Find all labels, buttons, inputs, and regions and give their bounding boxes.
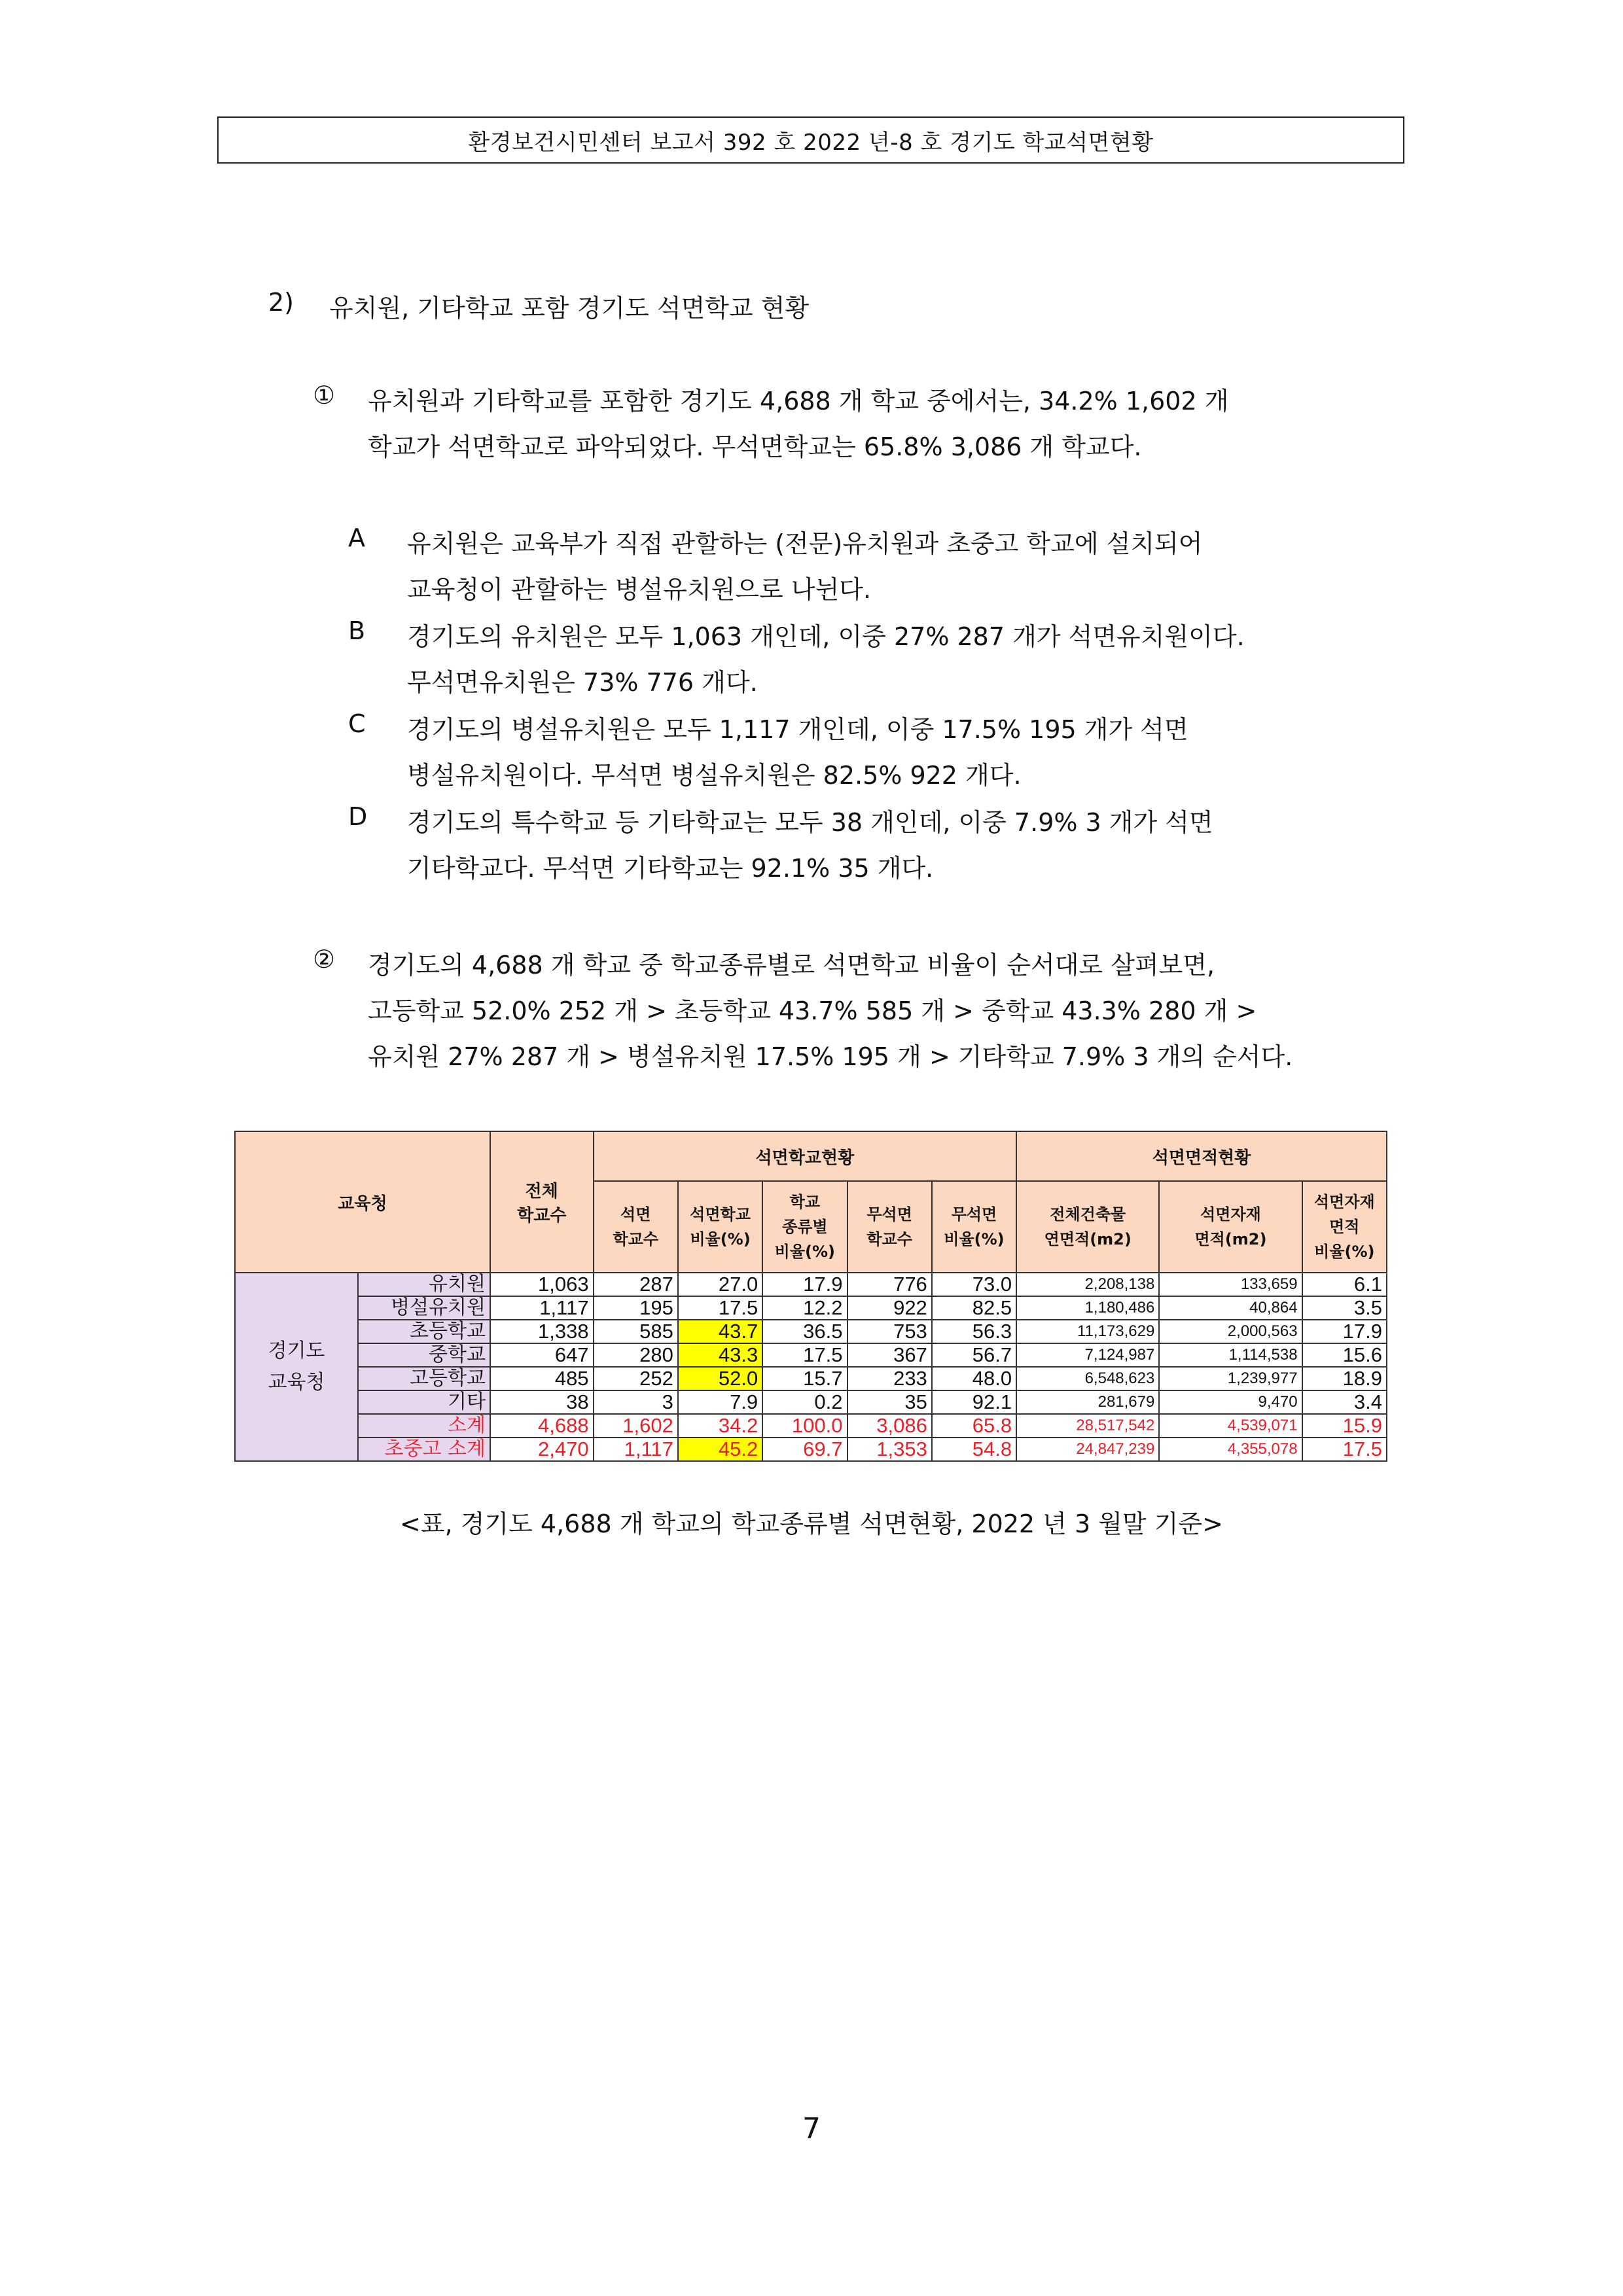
row-category: 고등학교 <box>358 1367 490 1390</box>
header-line: 학교 <box>789 1193 821 1211</box>
cell-floor-area: 11,173,629 <box>1016 1320 1159 1343</box>
cell-total: 485 <box>490 1367 594 1390</box>
cell-non-asbestos-schools: 922 <box>847 1296 932 1320</box>
item-d-line-1: 경기도의 특수학교 등 기타학교는 모두 38 개인데, 이중 7.9% 3 개가 석면 <box>407 808 1213 837</box>
cell-asbestos-ratio-highlighted: 43.3 <box>678 1343 762 1367</box>
cell-floor-area: 6,548,623 <box>1016 1367 1159 1390</box>
table-row <box>235 1390 1387 1414</box>
cell-type-ratio: 15.7 <box>762 1367 847 1390</box>
item-b-label: B <box>348 616 366 645</box>
header-line: 석면 <box>620 1205 651 1224</box>
cell-non-asbestos-schools: 776 <box>847 1273 932 1296</box>
cell-area-ratio: 3.4 <box>1302 1390 1387 1414</box>
point-2-marker: ② <box>313 945 336 974</box>
cell-non-asbestos-ratio: 92.1 <box>932 1390 1016 1414</box>
header-line: 면적 <box>1329 1218 1360 1236</box>
table-row <box>235 1296 1387 1320</box>
table-row <box>235 1273 1387 1296</box>
asbestos-status-table <box>234 1131 1387 1462</box>
cell-asbestos-area: 4,539,071 <box>1159 1414 1302 1438</box>
header-line: 비율(%) <box>944 1230 1005 1248</box>
cell-asbestos-ratio: 17.5 <box>678 1296 762 1320</box>
item-b-line-2: 무석면유치원은 73% 776 개다. <box>407 668 758 697</box>
row-category: 초중고 소계 <box>358 1438 490 1461</box>
section-number: 2) <box>268 288 294 317</box>
row-category: 중학교 <box>358 1343 490 1367</box>
region-cell <box>235 1273 358 1461</box>
cell-area-ratio: 15.9 <box>1302 1414 1387 1438</box>
cell-asbestos-schools: 280 <box>594 1343 678 1367</box>
header-line: 무석면 <box>951 1205 997 1224</box>
header-line: 비율(%) <box>690 1230 751 1248</box>
header-line: 무석면 <box>866 1205 912 1224</box>
cell-floor-area: 7,124,987 <box>1016 1343 1159 1367</box>
cell-non-asbestos-ratio: 48.0 <box>932 1367 1016 1390</box>
cell-asbestos-schools: 252 <box>594 1367 678 1390</box>
page-number: 7 <box>802 2112 821 2146</box>
row-category: 유치원 <box>358 1273 490 1296</box>
point-2-line-1: 경기도의 4,688 개 학교 중 학교종류별로 석면학교 비율이 순서대로 살펴보면, <box>368 951 1215 980</box>
header-line: 학교수 <box>866 1230 912 1248</box>
subtotal-row <box>235 1414 1387 1438</box>
cell-total: 1,063 <box>490 1273 594 1296</box>
header-line: 종류별 <box>782 1218 828 1236</box>
cell-asbestos-ratio-highlighted: 45.2 <box>678 1438 762 1461</box>
cell-asbestos-schools: 3 <box>594 1390 678 1414</box>
cell-non-asbestos-schools: 1,353 <box>847 1438 932 1461</box>
cell-asbestos-area: 133,659 <box>1159 1273 1302 1296</box>
cell-asbestos-area: 1,114,538 <box>1159 1343 1302 1367</box>
item-a-line-1: 유치원은 교육부가 직접 관할하는 (전문)유치원과 초중고 학교에 설치되어 <box>407 529 1203 558</box>
cell-asbestos-ratio-highlighted: 52.0 <box>678 1367 762 1390</box>
header-line: 연면적(m2) <box>1044 1230 1132 1248</box>
cell-asbestos-area: 1,239,977 <box>1159 1367 1302 1390</box>
cell-asbestos-ratio-highlighted: 43.7 <box>678 1320 762 1343</box>
cell-total: 38 <box>490 1390 594 1414</box>
header-school-status-group: 석면학교현황 <box>594 1131 1017 1181</box>
section-title: 유치원, 기타학교 포함 경기도 석면학교 현황 <box>329 294 810 323</box>
cell-floor-area: 24,847,239 <box>1016 1438 1159 1461</box>
cell-total: 1,117 <box>490 1296 594 1320</box>
item-a-label: A <box>348 523 365 552</box>
point-2-line-2: 고등학교 52.0% 252 개 > 초등학교 43.7% 585 개 > 중학교 43.3% 280 개 > <box>368 997 1257 1025</box>
cell-non-asbestos-ratio: 56.7 <box>932 1343 1016 1367</box>
cell-area-ratio: 15.6 <box>1302 1343 1387 1367</box>
row-category: 초등학교 <box>358 1320 490 1343</box>
cell-asbestos-area: 4,355,078 <box>1159 1438 1302 1461</box>
cell-area-ratio: 17.9 <box>1302 1320 1387 1343</box>
cell-asbestos-area: 40,864 <box>1159 1296 1302 1320</box>
cell-area-ratio: 18.9 <box>1302 1367 1387 1390</box>
row-category: 병설유치원 <box>358 1296 490 1320</box>
item-d-label: D <box>348 802 368 831</box>
header-line: 비율(%) <box>774 1243 836 1261</box>
header-asbestos-area-ratio <box>1302 1181 1387 1273</box>
item-a-line-2: 교육청이 관할하는 병설유치원으로 나뉜다. <box>407 575 872 604</box>
item-c-label: C <box>348 709 366 738</box>
header-total-line-2: 학교수 <box>517 1206 567 1226</box>
header-line: 전체건축물 <box>1050 1205 1126 1224</box>
cell-asbestos-area: 9,470 <box>1159 1390 1302 1414</box>
cell-non-asbestos-schools: 35 <box>847 1390 932 1414</box>
item-c-line-1: 경기도의 병설유치원은 모두 1,117 개인데, 이중 17.5% 195 개가 석면 <box>407 715 1188 744</box>
cell-type-ratio: 17.5 <box>762 1343 847 1367</box>
cell-asbestos-schools: 1,602 <box>594 1414 678 1438</box>
item-d-line-2: 기타학교다. 무석면 기타학교는 92.1% 35 개다. <box>407 854 934 883</box>
cell-area-ratio: 17.5 <box>1302 1438 1387 1461</box>
header-line: 비율(%) <box>1314 1243 1375 1261</box>
header-line: 석면자재 <box>1200 1205 1261 1224</box>
header-total-schools <box>490 1131 594 1273</box>
cell-total: 4,688 <box>490 1414 594 1438</box>
cell-asbestos-schools: 585 <box>594 1320 678 1343</box>
header-asbestos-ratio <box>678 1181 762 1273</box>
row-category: 기타 <box>358 1390 490 1414</box>
cell-asbestos-schools: 287 <box>594 1273 678 1296</box>
item-c-line-2: 병설유치원이다. 무석면 병설유치원은 82.5% 922 개다. <box>407 761 1022 790</box>
region-line-1: 경기도 <box>268 1339 325 1362</box>
header-total-line-1: 전체 <box>525 1182 558 1201</box>
header-area-status-group: 석면면적현황 <box>1016 1131 1387 1181</box>
cell-non-asbestos-ratio: 54.8 <box>932 1438 1016 1461</box>
point-2-line-3: 유치원 27% 287 개 > 병설유치원 17.5% 195 개 > 기타학교 7.9% 3 개의 순서다. <box>368 1042 1293 1071</box>
header-type-ratio <box>762 1181 847 1273</box>
cell-total: 2,470 <box>490 1438 594 1461</box>
cell-non-asbestos-schools: 3,086 <box>847 1414 932 1438</box>
cell-non-asbestos-schools: 233 <box>847 1367 932 1390</box>
cell-non-asbestos-schools: 367 <box>847 1343 932 1367</box>
report-header: 환경보건시민센터 보고서 392 호 2022 년-8 호 경기도 학교석면현황 <box>217 116 1404 164</box>
cell-asbestos-ratio: 27.0 <box>678 1273 762 1296</box>
header-line: 학교수 <box>613 1230 658 1248</box>
cell-asbestos-ratio: 34.2 <box>678 1414 762 1438</box>
cell-total: 1,338 <box>490 1320 594 1343</box>
cell-type-ratio: 100.0 <box>762 1414 847 1438</box>
header-asbestos-area <box>1159 1181 1302 1273</box>
item-b-line-1: 경기도의 유치원은 모두 1,063 개인데, 이중 27% 287 개가 석면유치원이다. <box>407 622 1245 651</box>
table-row <box>235 1320 1387 1343</box>
cell-floor-area: 28,517,542 <box>1016 1414 1159 1438</box>
cell-non-asbestos-ratio: 73.0 <box>932 1273 1016 1296</box>
row-category: 소계 <box>358 1414 490 1438</box>
point-1-line-1: 유치원과 기타학교를 포함한 경기도 4,688 개 학교 중에서는, 34.2% 1,602 개 <box>368 387 1229 415</box>
cell-type-ratio: 17.9 <box>762 1273 847 1296</box>
header-line: 면적(m2) <box>1194 1230 1267 1248</box>
cell-non-asbestos-schools: 753 <box>847 1320 932 1343</box>
cell-type-ratio: 12.2 <box>762 1296 847 1320</box>
cell-asbestos-schools: 1,117 <box>594 1438 678 1461</box>
point-1-line-2: 학교가 석면학교로 파악되었다. 무석면학교는 65.8% 3,086 개 학교다. <box>368 433 1142 461</box>
cell-non-asbestos-ratio: 56.3 <box>932 1320 1016 1343</box>
header-total-floor-area <box>1016 1181 1159 1273</box>
header-non-asbestos-ratio <box>932 1181 1016 1273</box>
table-caption: <표, 경기도 4,688 개 학교의 학교종류별 석면현황, 2022 년 3 월말 기준> <box>400 1510 1223 1538</box>
cell-asbestos-ratio: 7.9 <box>678 1390 762 1414</box>
region-line-2: 교육청 <box>268 1371 325 1394</box>
cell-type-ratio: 36.5 <box>762 1320 847 1343</box>
header-line: 석면자재 <box>1313 1193 1375 1211</box>
cell-floor-area: 2,208,138 <box>1016 1273 1159 1296</box>
cell-non-asbestos-ratio: 82.5 <box>932 1296 1016 1320</box>
header-asbestos-schools <box>594 1181 678 1273</box>
cell-asbestos-schools: 195 <box>594 1296 678 1320</box>
cell-area-ratio: 6.1 <box>1302 1273 1387 1296</box>
cell-type-ratio: 69.7 <box>762 1438 847 1461</box>
table-row <box>235 1343 1387 1367</box>
header-line: 석면학교 <box>690 1205 751 1224</box>
cell-type-ratio: 0.2 <box>762 1390 847 1414</box>
cell-floor-area: 1,180,486 <box>1016 1296 1159 1320</box>
header-office: 교육청 <box>235 1131 490 1273</box>
cell-area-ratio: 3.5 <box>1302 1296 1387 1320</box>
cell-asbestos-area: 2,000,563 <box>1159 1320 1302 1343</box>
header-non-asbestos-schools <box>847 1181 932 1273</box>
cell-floor-area: 281,679 <box>1016 1390 1159 1414</box>
k12-subtotal-row <box>235 1438 1387 1461</box>
cell-total: 647 <box>490 1343 594 1367</box>
table-row <box>235 1367 1387 1390</box>
cell-non-asbestos-ratio: 65.8 <box>932 1414 1016 1438</box>
point-1-marker: ① <box>313 381 336 410</box>
